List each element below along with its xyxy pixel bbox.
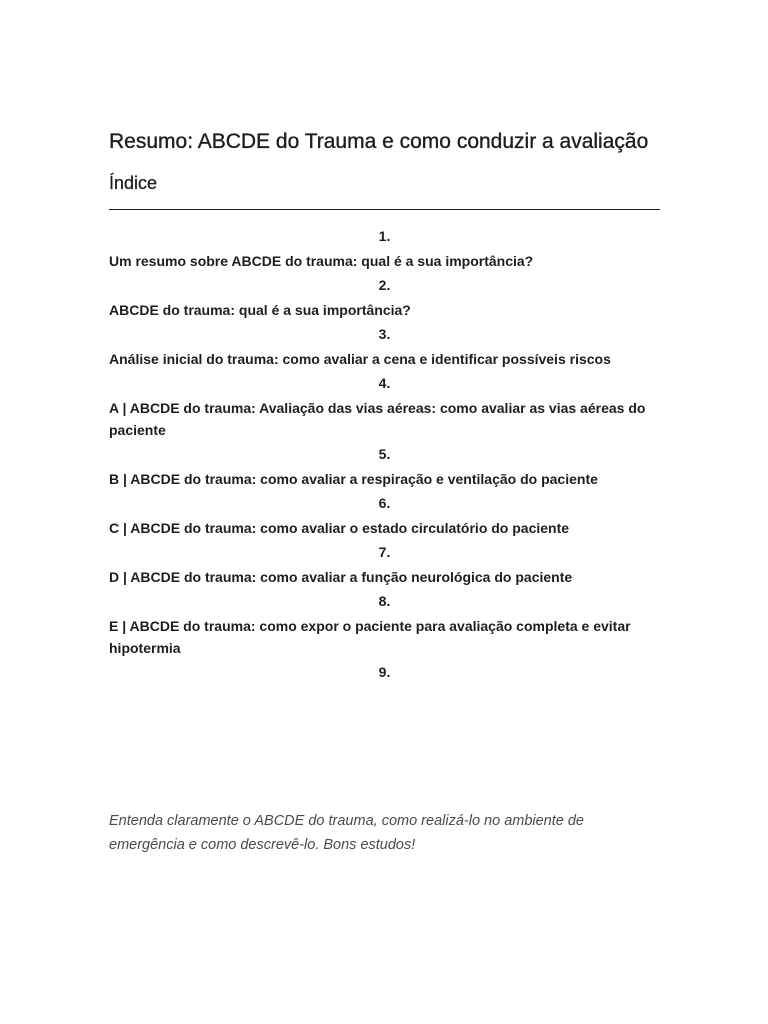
toc-item [109,445,660,490]
page-title: Resumo: ABCDE do Trauma e como conduzir a avaliação [109,130,649,153]
toc-item [109,374,660,441]
intro-paragraph: Entenda claramente o ABCDE do trauma, como realizá-lo no ambiente de emergência e como descrevê-lo. Bons estudos! [109,813,584,853]
toc-item [109,494,660,539]
toc-link[interactable]: D | ABCDE do trauma: como avaliar a função neurológica do paciente [109,569,573,585]
toc-number: 9. [378,664,391,680]
divider [109,209,660,210]
toc-number: 4. [378,375,391,391]
toc-item [109,663,660,681]
toc-link[interactable]: B | ABCDE do trauma: como avaliar a respiração e ventilação do paciente [109,471,598,487]
toc-number: 6. [378,495,391,511]
toc-link[interactable]: ABCDE do trauma: qual é a sua importância? [109,302,411,318]
toc-item [109,227,660,272]
toc-number: 5. [378,446,391,462]
toc-link[interactable]: Um resumo sobre ABCDE do trauma: qual é a sua importância? [109,253,534,269]
toc-item [109,276,660,321]
toc-link[interactable]: C | ABCDE do trauma: como avaliar o estado circulatório do paciente [109,520,570,536]
index-heading: Índice [109,173,158,193]
table-of-contents [109,227,660,681]
toc-link[interactable]: A | ABCDE do trauma: Avaliação das vias aéreas: como avaliar as vias aéreas do paciente [109,400,646,438]
toc-number: 2. [378,277,391,293]
toc-item [109,592,660,659]
toc-link[interactable]: Análise inicial do trauma: como avaliar a cena e identificar possíveis riscos [109,351,611,367]
toc-link[interactable]: E | ABCDE do trauma: como expor o paciente para avaliação completa e evitar hipotermia [109,618,631,656]
toc-item [109,325,660,370]
toc-number: 1. [378,228,391,244]
toc-number: 7. [378,544,391,560]
toc-number: 8. [378,593,391,609]
article [109,128,660,853]
toc-item [109,543,660,588]
toc-number: 3. [378,326,391,342]
